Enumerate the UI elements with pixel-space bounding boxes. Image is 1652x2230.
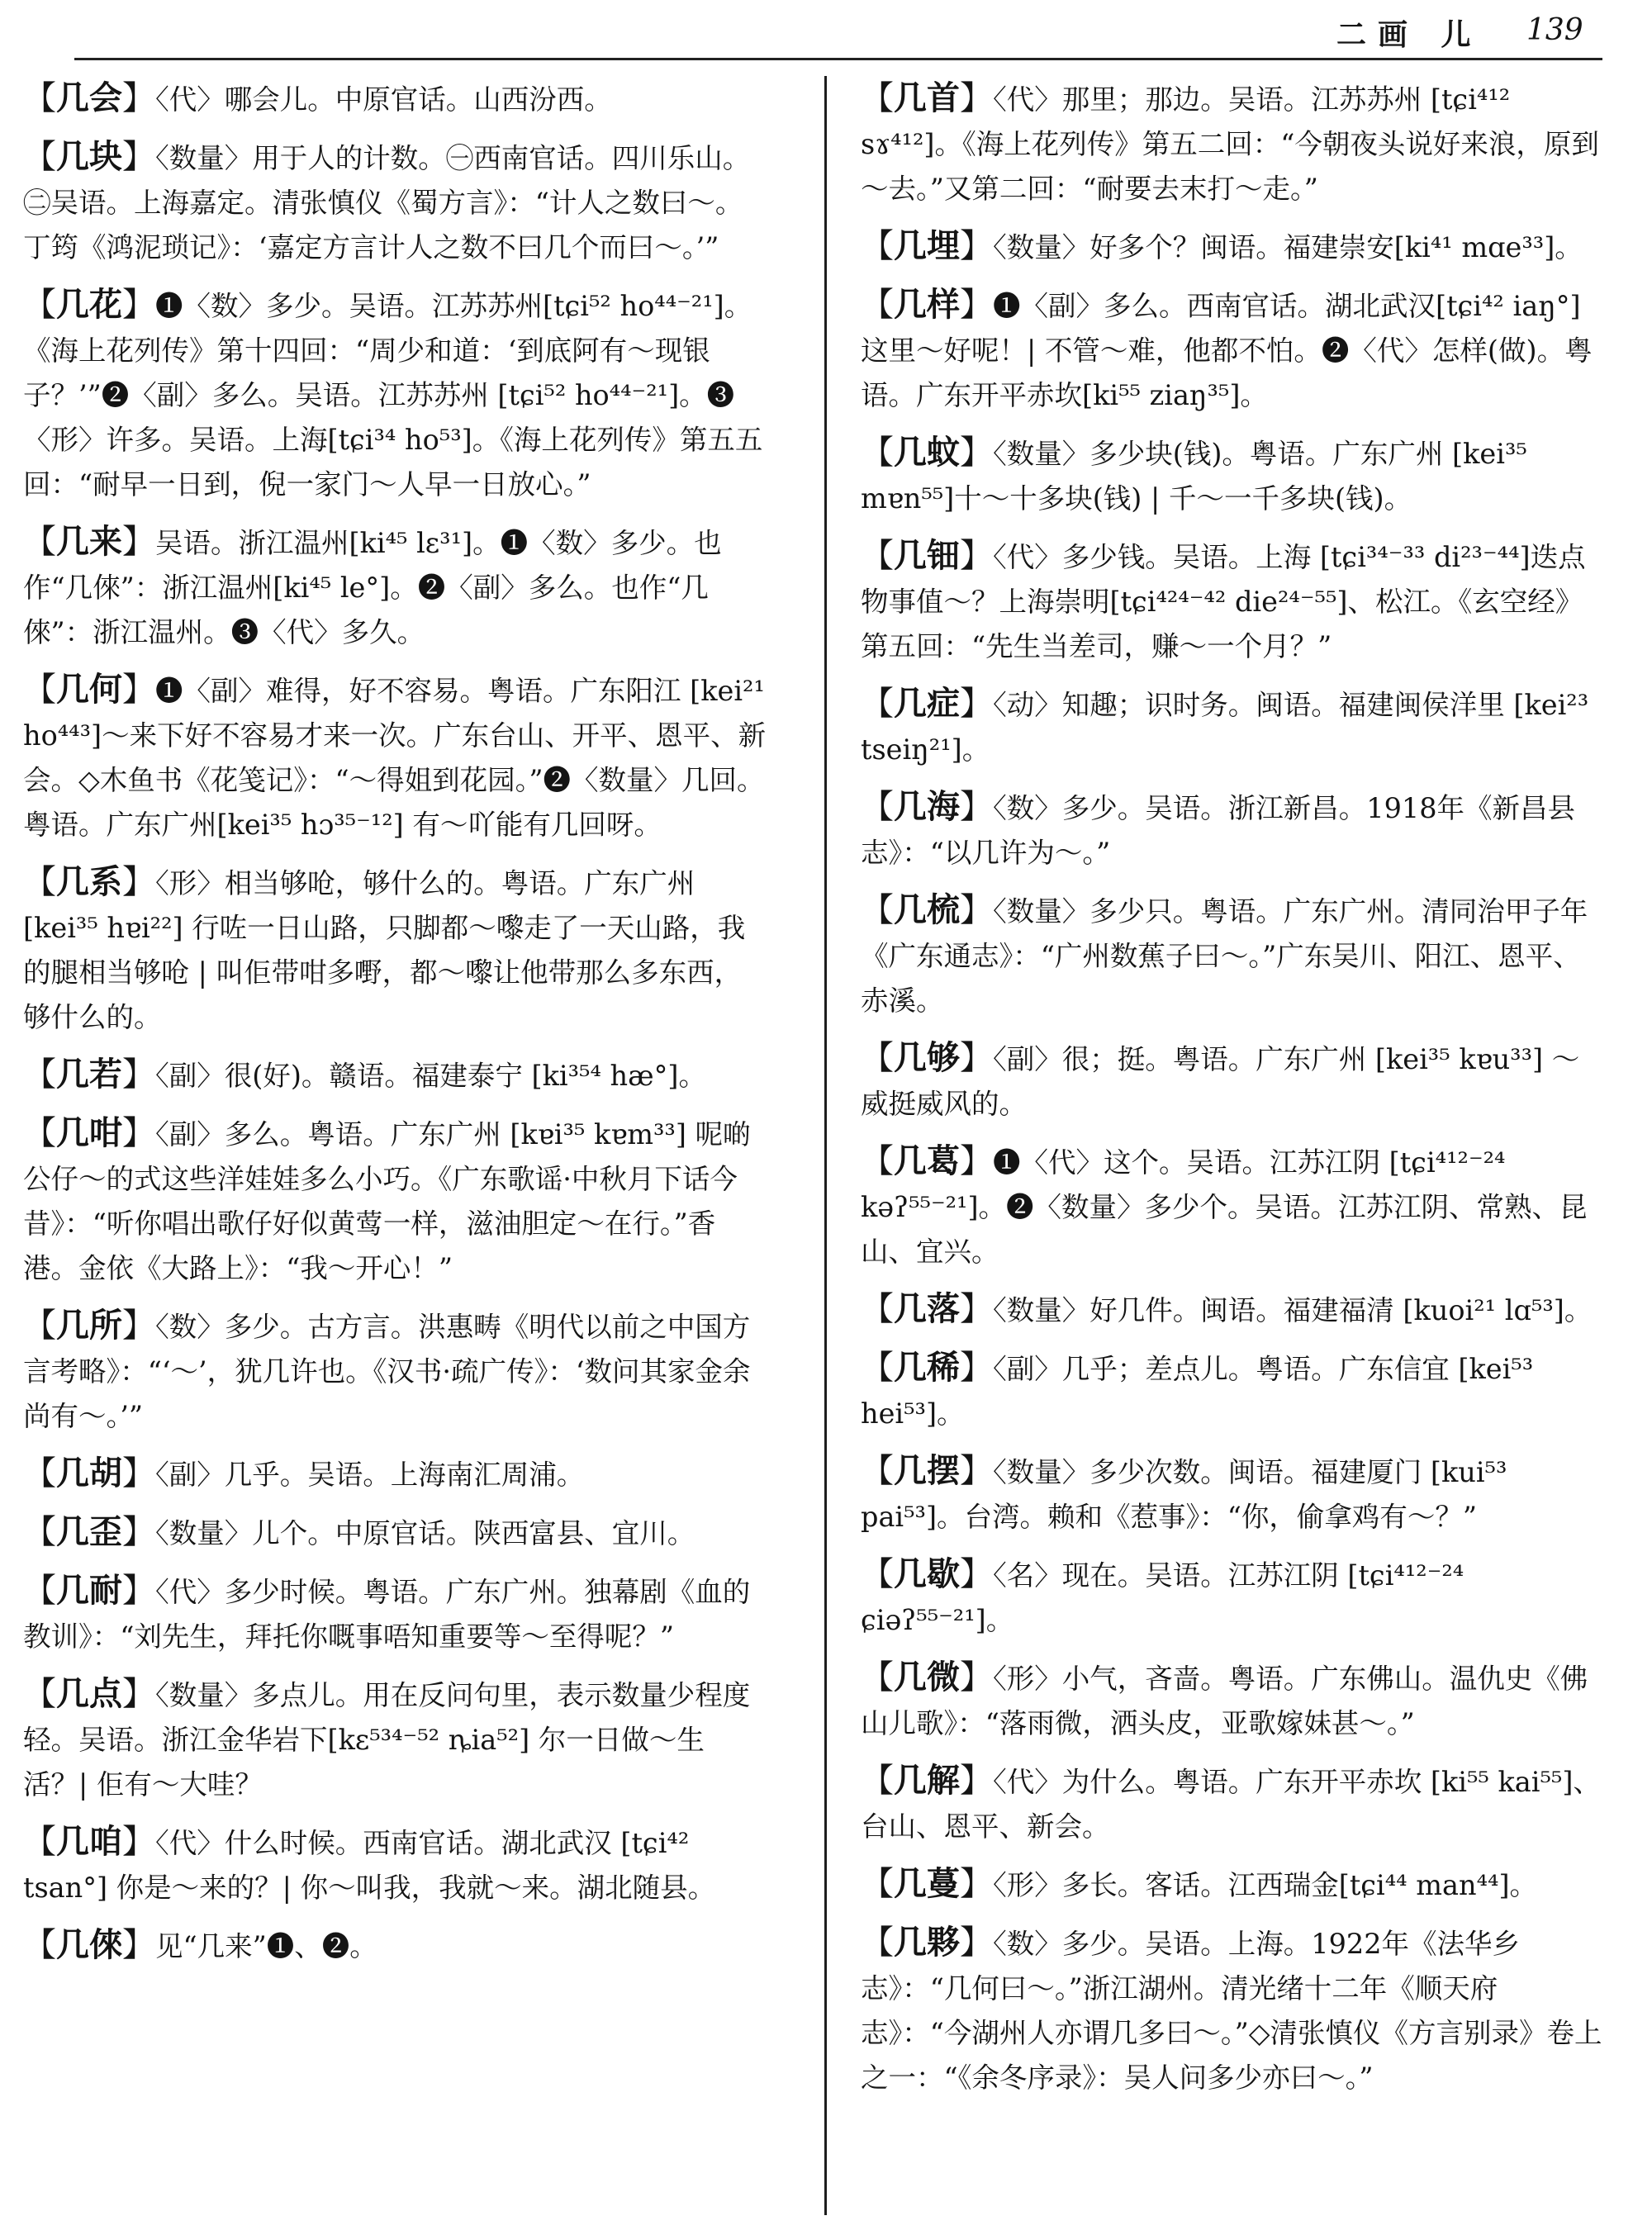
dictionary-entry xyxy=(861,888,1604,1023)
entry-headword: 【几样】 xyxy=(861,286,993,324)
dictionary-entry xyxy=(23,282,767,507)
dictionary-entry xyxy=(861,1920,1604,2100)
page-number: 139 xyxy=(1526,13,1583,47)
entry-headword: 【几倈】 xyxy=(23,1926,155,1964)
entry-definition: 〈数量〉多点儿。用在反问句里，表示数量少程度轻。吴语。浙江金华岩下[kɛ⁵³⁴⁻⁵² ȵia⁵²] 尔一日做～生活？| 佢有～大哇？ xyxy=(23,1679,751,1801)
entry-definition: 〈副〉几乎；差点儿。粤语。广东信宜 [kei⁵³ hei⁵³]。 xyxy=(861,1353,1534,1430)
dictionary-entry xyxy=(861,430,1604,521)
entry-headword: 【几首】 xyxy=(861,79,993,117)
dictionary-entry xyxy=(861,785,1604,875)
entry-headword: 【几系】 xyxy=(23,863,155,901)
dictionary-entry xyxy=(23,1568,767,1659)
entry-definition: 〈数量〉多少块(钱)。粤语。广东广州 [kei³⁵ mɐn⁵⁵]十～十多块(钱) | 千～一千多块(钱)。 xyxy=(861,438,1527,515)
dictionary-entry xyxy=(861,224,1604,270)
entry-headword: 【几摆】 xyxy=(861,1452,993,1490)
entry-definition: 〈代〉哪会儿。中原官话。山西汾西。 xyxy=(155,83,612,116)
entry-headword: 【几所】 xyxy=(23,1307,155,1345)
entry-headword: 【几夥】 xyxy=(861,1924,993,1962)
entry-definition: 〈数量〉用于人的计数。㊀西南官话。四川乐山。㊁吴语。上海嘉定。清张慎仪《蜀方言》：“计人之数曰～。丁筠《鸿泥琐记》：‘嘉定方言计人之数不曰几个而曰～。’” xyxy=(23,142,751,263)
section-title: 二画 儿 xyxy=(1336,18,1483,52)
entry-definition: 〈数〉多少。吴语。上海。1922年《法华乡志》：“几何曰～。”浙江湖州。清光绪十二年《顺天府志》：“今湖州人亦谓几多曰～。”◇清张慎仪《方言别录》卷上之一：“《余冬序录》：吴人问多少亦曰～。” xyxy=(861,1928,1602,2094)
entry-headword: 【几会】 xyxy=(23,79,155,117)
entry-headword: 【几咱】 xyxy=(23,1823,155,1861)
entry-headword: 【几够】 xyxy=(861,1039,993,1077)
entry-headword: 【几蚊】 xyxy=(861,434,993,472)
dictionary-entry xyxy=(861,681,1604,772)
entry-headword: 【几解】 xyxy=(861,1762,993,1800)
dictionary-entry xyxy=(861,1552,1604,1643)
dictionary-entry xyxy=(23,1052,767,1098)
dictionary-entry xyxy=(861,1655,1604,1746)
entry-definition: 〈数量〉儿个。中原官话。陕西富县、宜川。 xyxy=(155,1517,695,1549)
dictionary-entry xyxy=(23,667,767,847)
entry-definition: 〈数量〉好多个？闽语。福建崇安[ki⁴¹ mɑe³³]。 xyxy=(993,231,1583,263)
dictionary-entry xyxy=(861,1036,1604,1127)
dictionary-entry xyxy=(861,1345,1604,1436)
entry-definition: 〈形〉相当够呛，够什么的。粤语。广东广州 [kei³⁵ hɐi²²] 行咗一日山路，只脚都～嚟走了一天山路，我的腿相当够呛 | 叫佢带咁多嘢，都～嚟让他带那么多东西，够什么的。 xyxy=(23,867,746,1033)
entry-definition: ❶〈副〉难得，好不容易。粤语。广东阳江 [kei²¹ ho⁴⁴³]～来下好不容易才来一次。广东台山、开平、恩平、新会。◇木鱼书《花笺记》：“～得姐到花园。”❷〈数量〉几回。粤语。广东广州[kei³⁵ hɔ³⁵⁻¹²] 有～吖能有几回呀。 xyxy=(23,675,767,841)
entry-headword: 【几耐】 xyxy=(23,1572,155,1610)
entry-definition: 〈形〉多长。客话。江西瑞金[tɕi⁴⁴ man⁴⁴]。 xyxy=(993,1869,1538,1901)
dictionary-entry xyxy=(861,1449,1604,1540)
right-column xyxy=(861,76,1604,2113)
entry-definition: 〈代〉多少时候。粤语。广东广州。独幕剧《血的教训》：“刘先生，拜托你嘅事唔知重要等～至得呢？” xyxy=(23,1576,751,1653)
dictionary-entry xyxy=(23,860,767,1040)
dictionary-entry xyxy=(23,520,767,655)
entry-headword: 【几钿】 xyxy=(861,537,993,575)
dictionary-entry xyxy=(861,1139,1604,1274)
entry-definition: 〈数量〉多少只。粤语。广东广州。清同治甲子年《广东通志》：“广州数蕉子曰～。”广东吴川、阳江、恩平、赤溪。 xyxy=(861,895,1588,1017)
entry-headword: 【几块】 xyxy=(23,138,155,176)
dictionary-entry xyxy=(23,135,767,270)
entry-definition: 〈代〉那里；那边。吴语。江苏苏州 [tɕi⁴¹² sɤ⁴¹²]。《海上花列传》第五二回：“今朝夜头说好来浪，原到～去。”又第二回：“耐要去末打～走。” xyxy=(861,83,1599,205)
entry-definition: ❶〈代〉这个。吴语。江苏江阴 [tɕi⁴¹²⁻²⁴ kəʔ⁵⁵⁻²¹]。❷〈数量〉多少个。吴语。江苏江阴、常熟、昆山、宜兴。 xyxy=(861,1146,1588,1268)
entry-headword: 【几咁】 xyxy=(23,1114,155,1152)
entry-headword: 【几点】 xyxy=(23,1675,155,1713)
dictionary-entry xyxy=(23,1672,767,1807)
dictionary-entry xyxy=(861,1862,1604,1908)
entry-definition: 吴语。浙江温州[ki⁴⁵ lɛ³¹]。❶〈数〉多少。也作“几倈”：浙江温州[ki⁴⁵ le°]。❷〈副〉多么。也作“几倈”：浙江温州。❸〈代〉多久。 xyxy=(23,527,722,648)
dictionary-entry xyxy=(861,76,1604,211)
entry-definition: 〈形〉小气，吝啬。粤语。广东佛山。温仇史《佛山儿歌》：“落雨微，洒头皮，亚歌嫁妹甚～。” xyxy=(861,1663,1588,1739)
entry-headword: 【几稀】 xyxy=(861,1349,993,1387)
dictionary-entry xyxy=(23,1451,767,1497)
left-column xyxy=(23,76,767,1981)
entry-headword: 【几胡】 xyxy=(23,1454,155,1492)
entry-definition: 〈数〉多少。吴语。浙江新昌。1918年《新昌县志》：“以几许为～。” xyxy=(861,792,1576,869)
dictionary-entry xyxy=(23,1820,767,1910)
entry-definition: 〈数〉多少。古方言。洪惠畴《明代以前之中国方言考略》：“‘～’，犹几许也。《汉书·疏广传》：‘数问其家金余尚有～。’” xyxy=(23,1311,751,1432)
entry-headword: 【几若】 xyxy=(23,1056,155,1094)
header-rule xyxy=(74,58,1602,60)
entry-definition: 见“几来”❶、❷。 xyxy=(155,1930,377,1962)
dictionary-entry xyxy=(861,534,1604,669)
entry-headword: 【几来】 xyxy=(23,523,155,561)
entry-headword: 【几花】 xyxy=(23,286,155,324)
dictionary-entry xyxy=(23,1111,767,1291)
entry-headword: 【几微】 xyxy=(861,1658,993,1696)
entry-definition: 〈副〉几乎。吴语。上海南汇周浦。 xyxy=(155,1459,585,1491)
page-header xyxy=(0,0,1652,58)
entry-definition: ❶〈数〉多少。吴语。江苏苏州[tɕi⁵² ho⁴⁴⁻²¹]。《海上花列传》第十四回：“周少和道：‘到底阿有～现银子？’”❷〈副〉多么。吴语。江苏苏州 [tɕi⁵² ho⁴⁴⁻²¹]。❸〈形〉许多。吴语。上海[tɕi³⁴ ho⁵³]。《海上花列传》第五五回：“耐早一日到，倪一家门～人早一日放心。” xyxy=(23,290,763,501)
entry-definition: 〈代〉多少钱。吴语。上海 [tɕi³⁴⁻³³ di²³⁻⁴⁴]迭点物事值～？上海崇明[tɕi⁴²⁴⁻⁴² die²⁴⁻⁵⁵]、松江。《玄空经》第五回：“先生当差司，赚～一个月？” xyxy=(861,541,1586,662)
entry-headword: 【几何】 xyxy=(23,671,155,709)
entry-headword: 【几症】 xyxy=(861,685,993,723)
entry-headword: 【几歇】 xyxy=(861,1555,993,1593)
dictionary-entry xyxy=(861,1287,1604,1333)
dictionary-entry xyxy=(23,1303,767,1439)
entry-definition: 〈动〉知趣；识时务。闽语。福建闽侯洋里 [kei²³ tseiŋ²¹]。 xyxy=(861,689,1589,766)
entry-definition: 〈代〉什么时候。西南官话。湖北武汉 [tɕi⁴² tsan°] 你是～来的？| 你～叫我，我就～来。湖北随县。 xyxy=(23,1827,716,1904)
entry-definition: 〈副〉很；挺。粤语。广东广州 [kei³⁵ kɐu³³] ～威挺威风的。 xyxy=(861,1043,1580,1120)
entry-definition: ❶〈副〉多么。西南官话。湖北武汉[tɕi⁴² iaŋ°] 这里～好呢！| 不管～难，他都不怕。❷〈代〉怎样(做)。粤语。广东开平赤坎[ki⁵⁵ ziaŋ³⁵]。 xyxy=(861,290,1593,411)
entry-headword: 【几蔓】 xyxy=(861,1865,993,1903)
entry-headword: 【几海】 xyxy=(861,788,993,826)
entry-headword: 【几梳】 xyxy=(861,891,993,929)
column-divider xyxy=(824,76,827,2215)
entry-definition: 〈数量〉多少次数。闽语。福建厦门 [kui⁵³ pai⁵³]。台湾。赖和《惹事》：“你，偷拿鸡有～？” xyxy=(861,1456,1507,1533)
entry-headword: 【几葛】 xyxy=(861,1142,993,1180)
entry-headword: 【几歪】 xyxy=(23,1513,155,1551)
dictionary-entry xyxy=(861,282,1604,418)
entry-definition: 〈数量〉好几件。闽语。福建福清 [kuoi²¹ lɑ⁵³]。 xyxy=(993,1294,1593,1326)
dictionary-entry xyxy=(23,1510,767,1556)
entry-definition: 〈副〉多么。粤语。广东广州 [kɐi³⁵ kɐm³³] 呢啲公仔～的式这些洋娃娃多么小巧。《广东歌谣·中秋月下话今昔》：“听你唱出歌仔好似黄莺一样，滋油胆定～在行。”香港。金依《大路上》：“我～开心！” xyxy=(23,1118,751,1284)
entry-headword: 【几埋】 xyxy=(861,227,993,265)
dictionary-entry xyxy=(23,76,767,122)
entry-definition: 〈名〉现在。吴语。江苏江阴 [tɕi⁴¹²⁻²⁴ ɕiəʔ⁵⁵⁻²¹]。 xyxy=(861,1559,1464,1636)
entry-headword: 【几落】 xyxy=(861,1290,993,1328)
entry-definition: 〈代〉为什么。粤语。广东开平赤坎 [ki⁵⁵ kai⁵⁵]、台山、恩平、新会。 xyxy=(861,1766,1601,1843)
dictionary-entry xyxy=(23,1923,767,1969)
entry-definition: 〈副〉很(好)。赣语。福建泰宁 [ki³⁵⁴ hæ°]。 xyxy=(155,1060,706,1092)
dictionary-entry xyxy=(861,1758,1604,1849)
